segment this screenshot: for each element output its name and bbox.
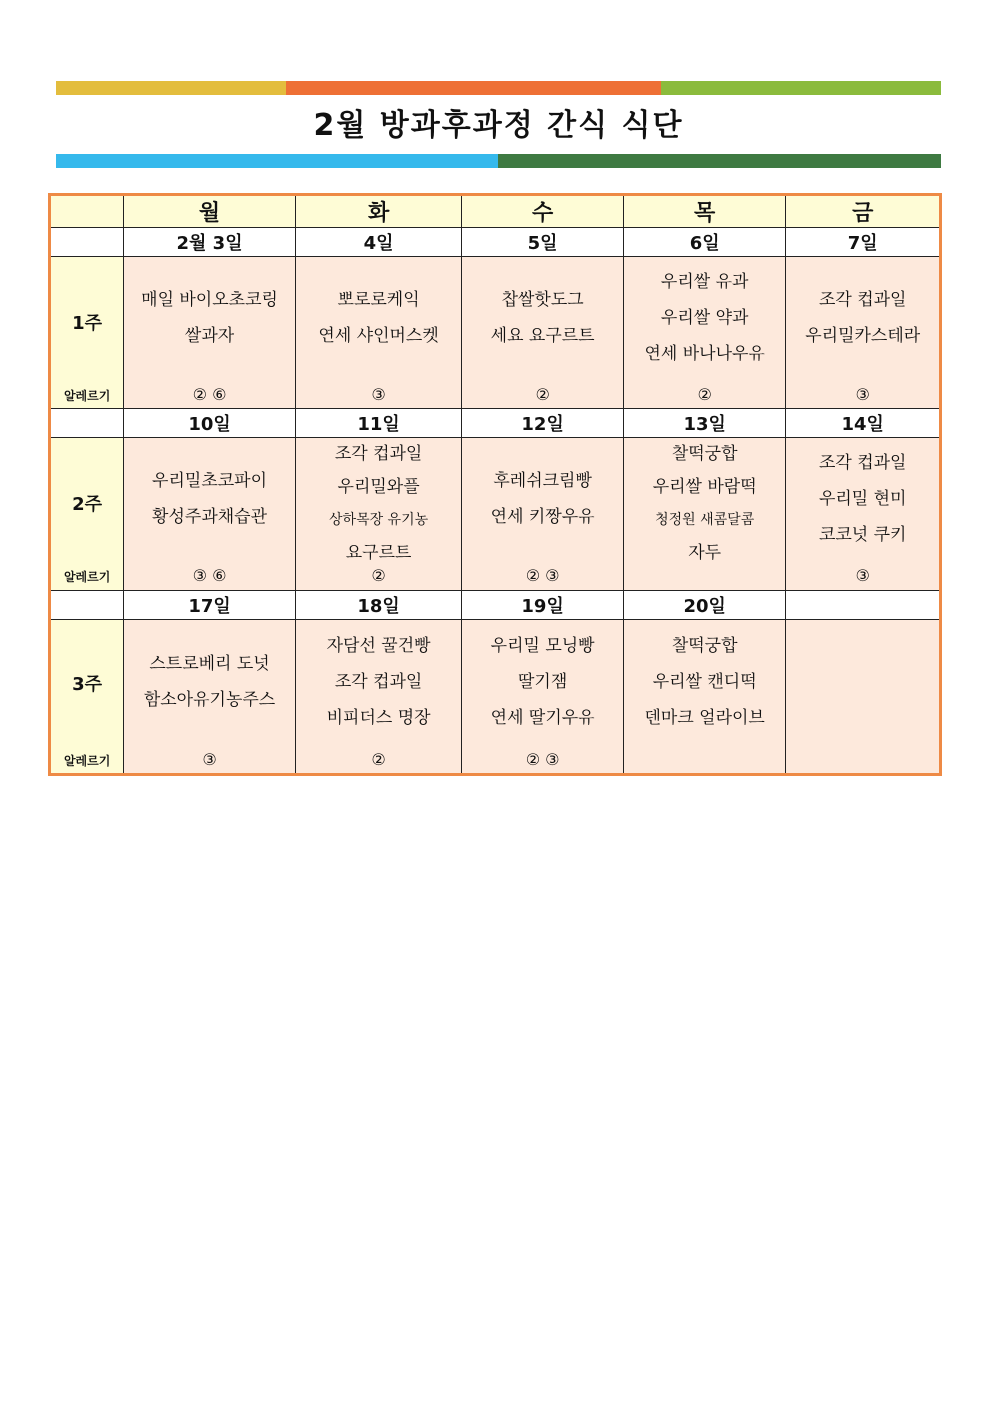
menu-item-list — [124, 282, 295, 354]
menu-item-list — [624, 438, 786, 570]
week-label-cell — [50, 438, 124, 590]
allergy-codes: ② — [697, 385, 712, 405]
menu-item-list — [296, 628, 462, 736]
menu-item: 연세 바나나우유 — [644, 344, 765, 365]
menu-item-list — [786, 445, 939, 553]
menu-cell-mon — [124, 257, 296, 409]
color-bar-green — [661, 81, 941, 95]
menu-item: 후레쉬크림빵 — [493, 471, 592, 492]
menu-item-list — [624, 628, 786, 736]
date-row-week-1 — [50, 228, 941, 257]
color-bar-orange — [286, 81, 661, 95]
date-cell-thu: 6일 — [623, 228, 786, 257]
allergy-codes: ② — [371, 566, 386, 586]
menu-item-list — [296, 438, 462, 570]
menu-item: 조각 컵과일 — [334, 671, 423, 692]
menu-item: 찰떡궁합 — [671, 635, 738, 656]
allergy-codes: ② ③ — [525, 566, 560, 586]
allergy-codes: ③ — [371, 385, 386, 405]
allergy-label: 알레르기 — [63, 753, 111, 768]
date-row-week-3 — [50, 590, 941, 619]
menu-item: 연세 샤인머스켓 — [318, 326, 439, 347]
date-cell-mon: 17일 — [124, 590, 296, 619]
day-header-thu: 목 — [623, 195, 786, 228]
date-cell-wed: 12일 — [462, 409, 624, 438]
menu-item: 자두 — [688, 543, 722, 564]
menu-item-list — [462, 282, 623, 354]
menu-cell-tue — [295, 438, 462, 590]
menu-cell-fri — [786, 619, 941, 774]
menu-item: 우리쌀 약과 — [660, 308, 749, 329]
menu-item: 우리쌀 캔디떡 — [652, 671, 757, 692]
day-header-wed: 수 — [462, 195, 624, 228]
menu-cell-wed — [462, 257, 624, 409]
menu-item-list — [624, 264, 786, 372]
allergy-label: 알레르기 — [63, 389, 111, 404]
allergy-label: 알레르기 — [63, 570, 111, 585]
day-header-fri: 금 — [786, 195, 941, 228]
allergy-codes: ② ⑥ — [192, 385, 227, 405]
allergy-codes: ② ③ — [525, 749, 560, 769]
date-cell-mon: 10일 — [124, 409, 296, 438]
date-cell-wed: 19일 — [462, 590, 624, 619]
date-cell-wed: 5일 — [462, 228, 624, 257]
color-bar-yellow — [56, 81, 286, 95]
menu-item: 자담선 꿀건빵 — [326, 635, 431, 656]
menu-item: 연세 딸기우유 — [490, 707, 595, 728]
menu-cell-mon — [124, 438, 296, 590]
menu-item: 조각 컵과일 — [334, 444, 423, 465]
menu-item: 우리쌀 바람떡 — [652, 477, 757, 498]
week-label-cell — [50, 619, 124, 774]
menu-item: 상하목장 유기농 — [329, 512, 429, 529]
menu-item: 뽀로로케익 — [337, 290, 420, 311]
menu-item: 요구르트 — [345, 543, 412, 564]
menu-item: 스트로베리 도넛 — [149, 653, 270, 674]
menu-row-week-1 — [50, 257, 941, 409]
day-header-mon: 월 — [124, 195, 296, 228]
weekday-header-row — [50, 195, 941, 228]
menu-item: 우리밀 현미 — [818, 489, 907, 510]
menu-item-list — [296, 282, 462, 354]
menu-item: 우리밀 모닝빵 — [490, 635, 595, 656]
week-label: 3주 — [72, 673, 103, 695]
menu-cell-tue — [295, 619, 462, 774]
menu-item-list — [124, 463, 295, 535]
day-header-tue: 화 — [295, 195, 462, 228]
menu-item: 우리밀카스테라 — [805, 326, 921, 347]
date-cell-thu: 13일 — [623, 409, 786, 438]
menu-cell-tue — [295, 257, 462, 409]
menu-cell-fri — [786, 438, 941, 590]
menu-item: 비피더스 명장 — [326, 707, 431, 728]
menu-item: 황성주과채습관 — [152, 507, 268, 528]
allergy-codes: ③ — [202, 749, 217, 769]
menu-item: 함소아유기농주스 — [143, 689, 276, 710]
menu-item: 쌀과자 — [184, 326, 235, 347]
menu-item-list — [462, 463, 623, 535]
date-cell-tue: 18일 — [295, 590, 462, 619]
date-cell-fri: 7일 — [786, 228, 941, 257]
menu-item: 세요 요구르트 — [490, 326, 595, 347]
menu-cell-thu — [623, 257, 786, 409]
menu-row-week-3 — [50, 619, 941, 774]
allergy-codes: ③ — [855, 385, 870, 405]
menu-cell-fri — [786, 257, 941, 409]
menu-item: 딸기잼 — [517, 671, 568, 692]
menu-item-list — [462, 628, 623, 736]
menu-cell-wed — [462, 619, 624, 774]
menu-cell-wed — [462, 438, 624, 590]
page-title: 2월 방과후과정 간식 식단 — [313, 108, 684, 143]
date-cell-fri — [786, 590, 941, 619]
date-cell-thu: 20일 — [623, 590, 786, 619]
date-cell-tue: 11일 — [295, 409, 462, 438]
date-row-label-cell — [50, 228, 124, 257]
menu-item: 연세 키짱우유 — [490, 507, 595, 528]
snack-menu-table — [48, 193, 942, 776]
menu-item: 우리밀와플 — [337, 477, 420, 498]
menu-item: 우리밀초코파이 — [152, 471, 268, 492]
menu-item: 조각 컵과일 — [818, 453, 907, 474]
week-label-cell — [50, 257, 124, 409]
date-cell-tue: 4일 — [295, 228, 462, 257]
allergy-codes: ③ — [855, 566, 870, 586]
date-cell-fri: 14일 — [786, 409, 941, 438]
menu-item: 찰떡궁합 — [671, 444, 738, 465]
date-row-week-2 — [50, 409, 941, 438]
week-label: 2주 — [72, 494, 103, 516]
menu-cell-mon — [124, 619, 296, 774]
date-row-label-cell — [50, 409, 124, 438]
menu-item: 매일 바이오초코링 — [141, 290, 278, 311]
date-row-label-cell — [50, 590, 124, 619]
menu-cell-thu — [623, 438, 786, 590]
menu-item: 우리쌀 유과 — [660, 272, 749, 293]
week-label: 1주 — [72, 313, 103, 335]
menu-item: 코코넛 쿠키 — [818, 525, 907, 546]
allergy-codes: ③ ⑥ — [192, 566, 227, 586]
menu-item: 조각 컵과일 — [818, 290, 907, 311]
date-cell-mon: 2월 3일 — [124, 228, 296, 257]
menu-item: 찹쌀핫도그 — [501, 290, 584, 311]
menu-item-list — [786, 282, 939, 354]
allergy-codes: ② — [535, 385, 550, 405]
menu-item: 청정원 새콤달콤 — [655, 512, 755, 529]
menu-row-week-2 — [50, 438, 941, 590]
header-corner-cell — [50, 195, 124, 228]
color-bar-dark-green — [498, 154, 941, 168]
menu-cell-thu — [623, 619, 786, 774]
color-bar-blue — [56, 154, 498, 168]
menu-item: 덴마크 얼라이브 — [644, 707, 765, 728]
allergy-codes: ② — [371, 749, 386, 769]
menu-item-list — [124, 646, 295, 718]
